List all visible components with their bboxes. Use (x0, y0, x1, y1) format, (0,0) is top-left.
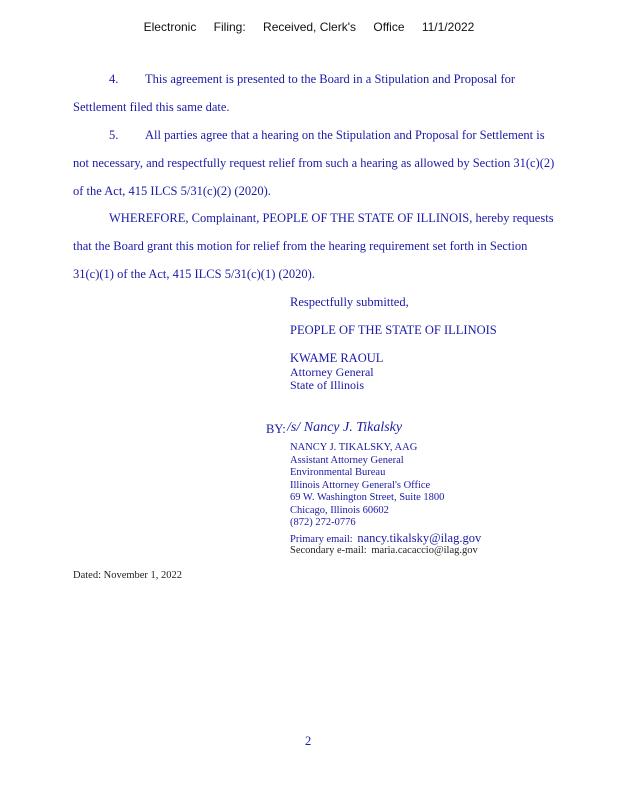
paragraph-5-line-3: of the Act, 415 ILCS 5/31(c)(2) (2020). (73, 184, 271, 198)
paragraph-5-number: 5. (109, 128, 119, 142)
header-received: Received, Clerk's (263, 20, 357, 34)
header-office: Office (373, 20, 405, 34)
attorney-general-state: State of Illinois (290, 378, 364, 392)
page-number: 2 (305, 734, 312, 748)
paragraph-4-line-2: Settlement filed this same date. (73, 100, 230, 114)
wherefore-line-3: 31(c)(1) of the Act, 415 ILCS 5/31(c)(1) (2020). (73, 267, 315, 281)
wherefore-line-2: that the Board grant this motion for relief from the hearing requirement set forth in Section (73, 239, 528, 253)
attorney-general-title: Attorney General (290, 365, 374, 379)
signer-address-1: 69 W. Washington Street, Suite 1800 (290, 492, 445, 503)
header-date: 11/1/2022 (421, 20, 475, 34)
paragraph-5-line-2: not necessary, and respectfully request relief from such a hearing as allowed by Section 31(c)(2) (73, 156, 555, 170)
secondary-email-link[interactable]: maria.cacaccio@ilag.gov (371, 545, 478, 556)
by-label: BY: (266, 422, 286, 436)
signer-address-2: Chicago, Illinois 60602 (290, 505, 389, 516)
signer-bureau: Environmental Bureau (290, 467, 386, 478)
respectfully-submitted: Respectfully submitted, (290, 295, 409, 309)
attorney-general-name: KWAME RAOUL (290, 351, 384, 365)
signer-office: Illinois Attorney General's Office (290, 480, 431, 491)
filing-header (0, 20, 618, 34)
signer-name: NANCY J. TIKALSKY, AAG (290, 442, 418, 453)
paragraph-5-line-1: All parties agree that a hearing on the Stipulation and Proposal for Settlement is (145, 128, 545, 142)
dated-line: Dated: November 1, 2022 (73, 570, 183, 581)
electronic-signature: /s/ Nancy J. Tikalsky (287, 420, 403, 435)
signer-phone: (872) 272-0776 (290, 517, 356, 528)
header-filing: Filing: (213, 20, 246, 34)
wherefore-line-1: WHEREFORE, Complainant, PEOPLE OF THE STATE OF ILLINOIS, hereby requests (109, 211, 554, 225)
primary-email-label: Primary email: (290, 534, 353, 545)
primary-email-row (290, 531, 481, 546)
paragraph-4-number: 4. (109, 72, 119, 86)
people-of-illinois: PEOPLE OF THE STATE OF ILLINOIS (290, 323, 497, 337)
secondary-email-row (290, 545, 478, 556)
primary-email-link[interactable]: nancy.tikalsky@ilag.gov (357, 531, 482, 545)
signer-title: Assistant Attorney General (290, 455, 404, 466)
paragraph-4-line-1: This agreement is presented to the Board in a Stipulation and Proposal for (145, 72, 516, 86)
secondary-email-label: Secondary e-mail: (290, 545, 367, 556)
header-electronic: Electronic (143, 20, 197, 34)
